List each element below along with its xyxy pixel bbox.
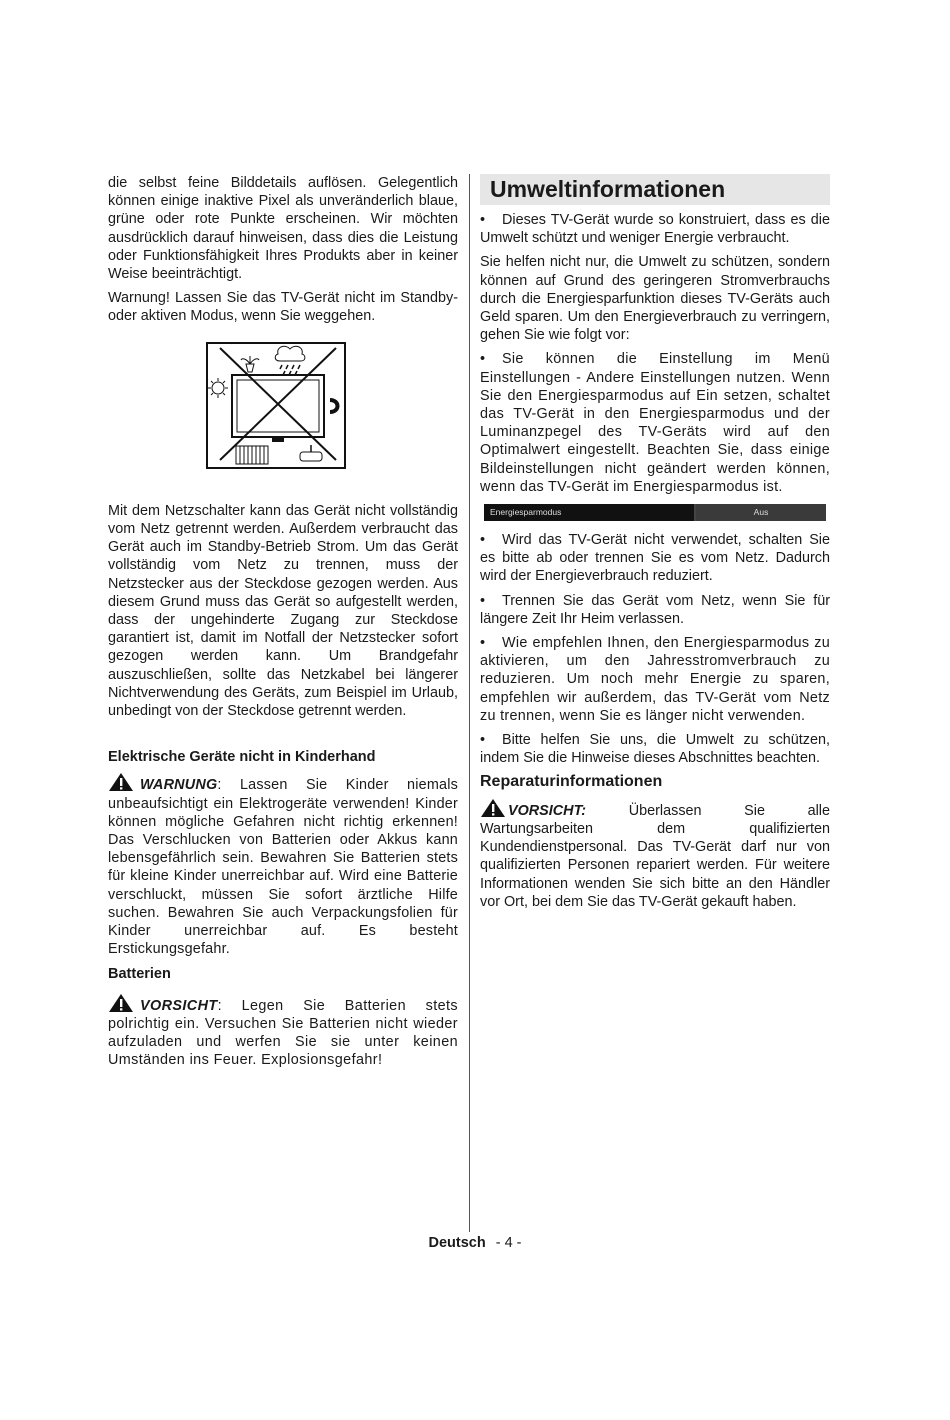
bullet-item: • Sie können die Einstellung im Menü Einstellungen - Andere Einstellungen nutzen. Wenn Sie den Energiesparmodus auf Ein setzen, schaltet das TV-Gerät in den Energiesparmodus und der Luminanzpegel des TV-Geräts wird auf den Optimalwert eingestellt. Beachten Sie, dass einige Bildeinstellungen nicht geändert werden können, wenn das TV-Gerät im Energiesparmodus ist. bbox=[480, 351, 830, 495]
paragraph-energy-saving: Sie helfen nicht nur, die Umwelt zu schützen, sondern können auf Grund des geringeren Stromverbrauchs durch die Energiesparfunktion dieses TV-Geräts auch Geld sparen. Um den Energieverbrauch zu verringern, gehen Sie wie folgt vor: bbox=[480, 254, 830, 344]
heading-batteries: Batterien bbox=[108, 965, 171, 982]
paragraph-power-switch: Mit dem Netzschalter kann das Gerät nicht vollständig vom Netz getrennt werden. Außerdem verbraucht das Gerät auch im Standby-Betrieb Strom. Um das Gerät vollständig vom Netz zu trennen, muss der Netzstecker aus der Steckdose gezogen werden. Aus diesem Grund muss das Gerät so aufgestellt werden, dass der ungehinderte Zugang zur Steckdose garantiert ist, damit im Notfall der Netzstecker sofort gezogen werden kann. Um Brandgefahr auszuschließen, sollte das Netzkabel bei längerer Nichtverwendung des Geräts, zum Beispiel im Urlaub, unbedingt von der Steckdose getrennt werden. bbox=[108, 502, 458, 720]
bullet-item: • Wie empfehlen Ihnen, den Energiesparmodus zu aktivieren, um den Jahresstromverbrauch zu reduzieren. Um noch mehr Energie zu sparen, empfehlen wir außerdem, das TV-Gerät vom Netz zu trennen, wenn Sie es länger nicht verwenden. bbox=[480, 635, 830, 724]
bullet-marker: • bbox=[480, 635, 486, 652]
bullet-marker: • bbox=[480, 212, 486, 228]
heading-repair: Reparaturinformationen bbox=[480, 773, 663, 791]
paragraph-batteries-caution bbox=[108, 993, 458, 1070]
bullet-item: • Dieses TV-Gerät wurde so konstruiert, dass es die Umwelt schützt und weniger Energie verbraucht. bbox=[480, 212, 830, 247]
caution-text: : Legen Sie Batterien stets polrichtig ein. Versuchen Sie Batterien nicht wieder aufzuladen und werfen Sie sie unter keinen Umständen ins Feuer. Explosionsgefahr! bbox=[108, 997, 458, 1069]
bullet-marker: • bbox=[480, 351, 486, 368]
bullet-item: • Wird das TV-Gerät nicht verwendet, schalten Sie es bitte ab oder trennen Sie es vom Netz. Dadurch wird der Energieverbrauch reduziert. bbox=[480, 532, 830, 585]
menu-value: Aus bbox=[694, 504, 826, 521]
caution-keyword: VORSICHT bbox=[140, 997, 218, 1014]
bullet-marker: • bbox=[480, 532, 486, 549]
paragraph-standby-warning: Warnung! Lassen Sie das TV-Gerät nicht im Standby- oder aktiven Modus, wenn Sie weggehen. bbox=[108, 290, 458, 325]
paragraph-repair-caution bbox=[480, 798, 830, 911]
caution-keyword: VORSICHT: bbox=[508, 802, 587, 819]
menu-label: Energiesparmodus bbox=[484, 504, 694, 521]
energy-saving-menu-row bbox=[484, 504, 826, 521]
paragraph-pixel-info: die selbst feine Bilddetails auflösen. Gelegentlich können einige inaktive Pixel als unveränderlich blaue, grüne oder rote Punkte erscheinen. Wir möchten ausdrücklich darauf hinweisen, dass dies die Leistung oder Funktionsfähigkeit Ihres Produkts aber in keiner Weise beeinträchtigt. bbox=[108, 175, 458, 283]
warning-keyword: WARNUNG bbox=[140, 777, 218, 794]
page-footer bbox=[0, 1235, 950, 1251]
bullet-marker: • bbox=[480, 732, 486, 749]
heading-children: Elektrische Geräte nicht in Kinderhand bbox=[108, 749, 376, 766]
footer-language: Deutsch bbox=[428, 1235, 486, 1251]
warning-text: : Lassen Sie Kinder niemals unbeaufsichtigt ein Elektrogeräte verwenden! Kinder können mögliche Gefahren nicht richtig erkennen! Das Verschlucken von Batterien oder Akkus kann lebensgefährlich sein. Bewahren Sie Batterien stets für kleine Kinder unerreichbar auf. Wird eine Batterie verschluckt, müssen Sie sofort ärztliche Hilfe suchen. Bewahren Sie auch Verpackungsfolien für Kinder unerreichbar auf. Es besteht Erstickungsgefahr. bbox=[108, 777, 458, 958]
bullet-item: • Bitte helfen Sie uns, die Umwelt zu schützen, indem Sie die Hinweise dieses Abschnittes beachten. bbox=[480, 732, 830, 767]
caution-text: Überlassen Sie alle Wartungsarbeiten dem qualifizierten Kundendienstpersonal. Das TV-Gerät darf nur von qualifizierten Personen repariert werden. Für weitere Informationen wenden Sie sich bitte an den Händler vor Ort, bei dem Sie das TV-Gerät gekauft haben. bbox=[480, 802, 830, 910]
page-number: - 4 - bbox=[495, 1235, 522, 1251]
warning-triangle-icon bbox=[108, 993, 134, 1013]
warning-triangle-icon bbox=[480, 798, 506, 818]
right-column bbox=[480, 174, 830, 917]
bullet-item: • Trennen Sie das Gerät vom Netz, wenn Sie für längere Zeit Ihr Heim verlassen. bbox=[480, 592, 830, 627]
column-divider bbox=[469, 174, 470, 1232]
warning-triangle-icon bbox=[108, 772, 134, 792]
tv-placement-warning-illustration bbox=[206, 342, 346, 469]
left-column bbox=[108, 174, 458, 1076]
section-title-environment: Umweltinformationen bbox=[480, 174, 830, 205]
bullet-marker: • bbox=[480, 592, 486, 609]
paragraph-children-warning bbox=[108, 772, 458, 958]
